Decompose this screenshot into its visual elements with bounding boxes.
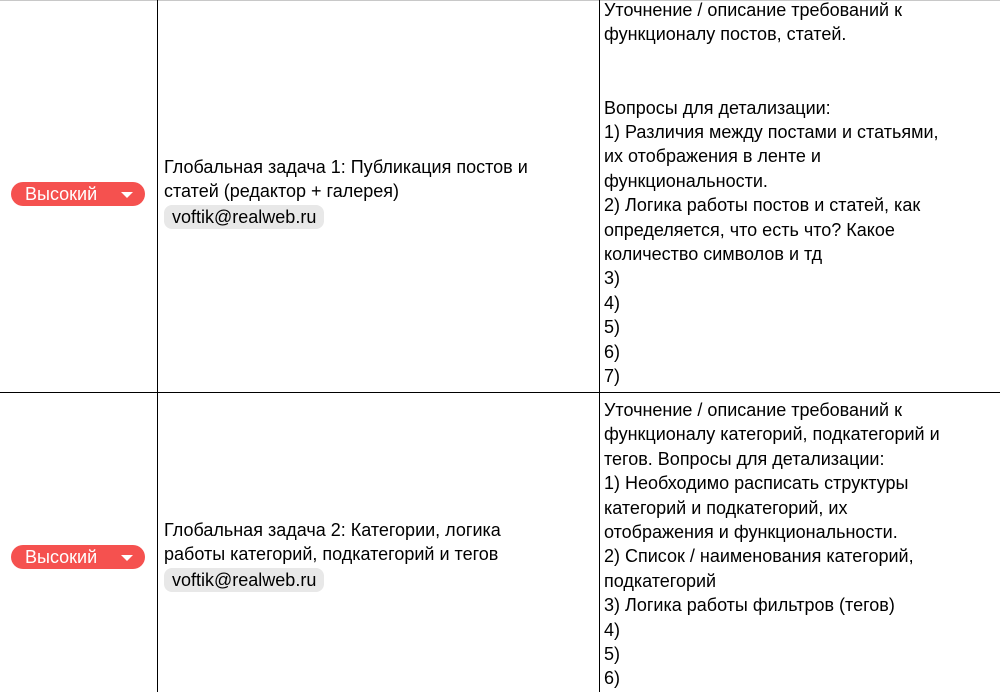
row-divider: [0, 392, 1000, 393]
description-line: 2) Список / наименования категорий,: [604, 546, 914, 567]
dropdown-caret-icon: [121, 192, 133, 198]
description-cell[interactable]: [604, 398, 996, 691]
description-line: 4): [604, 292, 621, 313]
description-line: Уточнение / описание требований к: [604, 400, 902, 420]
task-title-line: Глобальная задача 2: Категории, логика: [164, 520, 501, 540]
description-line: категорий и подкатегорий, их: [604, 497, 848, 518]
priority-label: Высокий: [25, 547, 98, 567]
priority-label: Высокий: [25, 184, 98, 204]
description-line: количество символов и тд: [604, 244, 823, 265]
description-line: функционалу постов, статей.: [604, 24, 847, 45]
description-line: функционалу категорий, подкатегорий и: [604, 424, 940, 445]
description-line: 7): [604, 366, 621, 387]
description-line: определяется, что есть что? Какое: [604, 219, 895, 240]
description-line: тегов. Вопросы для детализации:: [604, 448, 885, 469]
description-line: отображения и функциональности.: [604, 522, 898, 543]
description-line: 1) Необходимо расписать структуры: [604, 473, 909, 494]
dropdown-caret-icon: [121, 555, 133, 561]
priority-dropdown[interactable]: [11, 545, 145, 569]
description-line: 5): [604, 644, 621, 665]
description-line: 3) Логика работы фильтров (тегов): [604, 595, 895, 616]
task-title-line: работы категорий, подкатегорий и тегов: [164, 544, 499, 564]
task-title-line: статей (редактор + галерея): [164, 181, 400, 201]
description-line: Вопросы для детализации:: [604, 97, 831, 118]
description-line: их отображения в ленте и: [604, 146, 821, 167]
description-line: 3): [604, 268, 621, 289]
description-line: 5): [604, 317, 621, 338]
task-cell[interactable]: [164, 518, 594, 592]
description-line: 1) Различия между постами и статьями,: [604, 122, 939, 143]
description-line: 6): [604, 341, 621, 362]
description-line: [604, 71, 996, 95]
task-title-line: Глобальная задача 1: Публикация постов и: [164, 157, 528, 177]
task-cell[interactable]: [164, 155, 594, 229]
description-cell[interactable]: [604, 0, 996, 389]
column-divider-1: [157, 0, 158, 692]
description-line: 4): [604, 619, 621, 640]
description-line: подкатегорий: [604, 570, 717, 591]
description-line: 2) Логика работы постов и статей, как: [604, 195, 921, 216]
priority-dropdown[interactable]: [11, 182, 145, 206]
description-line: Уточнение / описание требований к: [604, 0, 902, 20]
description-line: функциональности.: [604, 170, 768, 191]
description-line: 6): [604, 668, 621, 689]
description-line: [604, 47, 996, 71]
column-divider-2: [599, 0, 600, 692]
assignee-chip[interactable]: voftik@realweb.ru: [164, 568, 324, 592]
assignee-chip[interactable]: voftik@realweb.ru: [164, 205, 324, 229]
